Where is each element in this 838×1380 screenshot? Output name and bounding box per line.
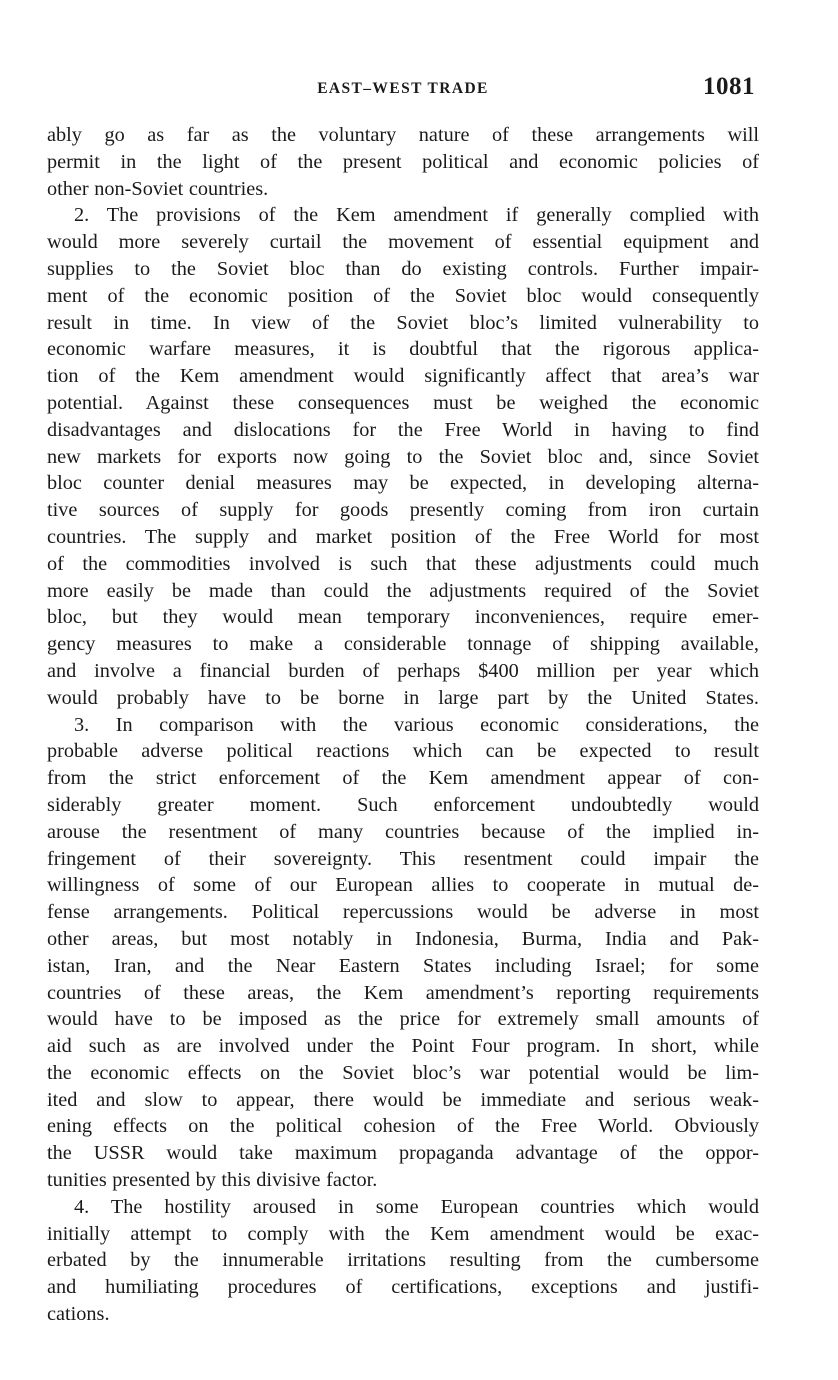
text-line: and humiliating procedures of certifications, exceptions and justifi-: [47, 1276, 759, 1299]
text-line: would have to be imposed as the price for extremely small amounts of: [47, 1008, 759, 1031]
text-line: siderably greater moment. Such enforcement undoubtedly would: [47, 793, 759, 816]
text-line: countries of these areas, the Kem amendment’s reporting requirements: [47, 981, 759, 1004]
text-line: cations.: [47, 1303, 110, 1326]
text-line: willingness of some of our European allies to cooperate in mutual de-: [47, 874, 759, 897]
text-line: and involve a financial burden of perhaps $400 million per year which: [47, 659, 759, 682]
text-line: would probably have to be borne in large part by the United States.: [47, 686, 759, 709]
text-line: from the strict enforcement of the Kem amendment appear of con-: [47, 767, 759, 790]
text-line: countries. The supply and market position of the Free World for most: [47, 525, 759, 548]
text-line: fense arrangements. Political repercussions would be adverse in most: [47, 901, 759, 924]
text-line: arouse the resentment of many countries because of the implied in-: [47, 820, 759, 843]
paragraph-4: [47, 1194, 759, 1328]
text-line: the economic effects on the Soviet bloc’s war potential would be lim-: [47, 1061, 759, 1084]
text-line: erbated by the innumerable irritations resulting from the cumbersome: [47, 1249, 759, 1272]
text-line: aid such as are involved under the Point Four program. In short, while: [47, 1035, 759, 1058]
text-line: disadvantages and dislocations for the Free World in having to find: [47, 418, 759, 441]
text-line: initially attempt to comply with the Kem amendment would be exac-: [47, 1222, 759, 1245]
running-title: EAST–WEST TRADE: [317, 80, 489, 97]
text-line: potential. Against these consequences must be weighed the economic: [47, 391, 759, 414]
text-line: 3. In comparison with the various economic considerations, the: [74, 713, 759, 736]
text-line: istan, Iran, and the Near Eastern States including Israel; for some: [47, 954, 759, 977]
text-line: bloc, but they would mean temporary inconveniences, require emer-: [47, 606, 759, 629]
text-line: of the commodities involved is such that these adjustments could much: [47, 552, 759, 575]
running-header: [47, 73, 759, 110]
paragraph-continued: [47, 122, 759, 202]
text-line: bloc counter denial measures may be expected, in developing alterna-: [47, 472, 759, 495]
body-text: [47, 122, 759, 1328]
text-line: the USSR would take maximum propaganda advantage of the oppor-: [47, 1142, 759, 1165]
text-line: fringement of their sovereignty. This resentment could impair the: [47, 847, 759, 870]
paragraph-2: [47, 202, 759, 711]
text-line: gency measures to make a considerable tonnage of shipping available,: [47, 633, 759, 656]
text-line: probable adverse political reactions which can be expected to result: [47, 740, 759, 763]
text-line: would more severely curtail the movement of essential equipment and: [47, 231, 759, 254]
text-line: ited and slow to appear, there would be immediate and serious weak-: [47, 1088, 759, 1111]
text-line: new markets for exports now going to the Soviet bloc and, since Soviet: [47, 445, 759, 468]
paragraph-3: [47, 712, 759, 1194]
text-line: tive sources of supply for goods presently coming from iron curtain: [47, 499, 759, 522]
document-page: [47, 73, 759, 1328]
text-line: 4. The hostility aroused in some European countries which would: [74, 1195, 759, 1218]
text-line: permit in the light of the present political and economic policies of: [47, 150, 759, 173]
text-line: other non-Soviet countries.: [47, 177, 269, 200]
text-line: result in time. In view of the Soviet bloc’s limited vulnerability to: [47, 311, 759, 334]
text-line: 2. The provisions of the Kem amendment if generally complied with: [74, 204, 759, 227]
text-line: other areas, but most notably in Indonesia, Burma, India and Pak-: [47, 927, 759, 950]
text-line: ably go as far as the voluntary nature of these arrangements will: [47, 124, 759, 146]
text-line: more easily be made than could the adjustments required of the Soviet: [47, 579, 759, 602]
text-line: tunities presented by this divisive factor.: [47, 1169, 378, 1192]
text-line: tion of the Kem amendment would significantly affect that area’s war: [47, 365, 759, 388]
text-line: economic warfare measures, it is doubtful that the rigorous applica-: [47, 338, 759, 361]
text-line: ening effects on the political cohesion of the Free World. Obviously: [47, 1115, 759, 1138]
text-line: ment of the economic position of the Soviet bloc would consequently: [47, 284, 759, 307]
text-line: supplies to the Soviet bloc than do existing controls. Further impair-: [47, 257, 759, 280]
page-number: 1081: [703, 73, 755, 100]
